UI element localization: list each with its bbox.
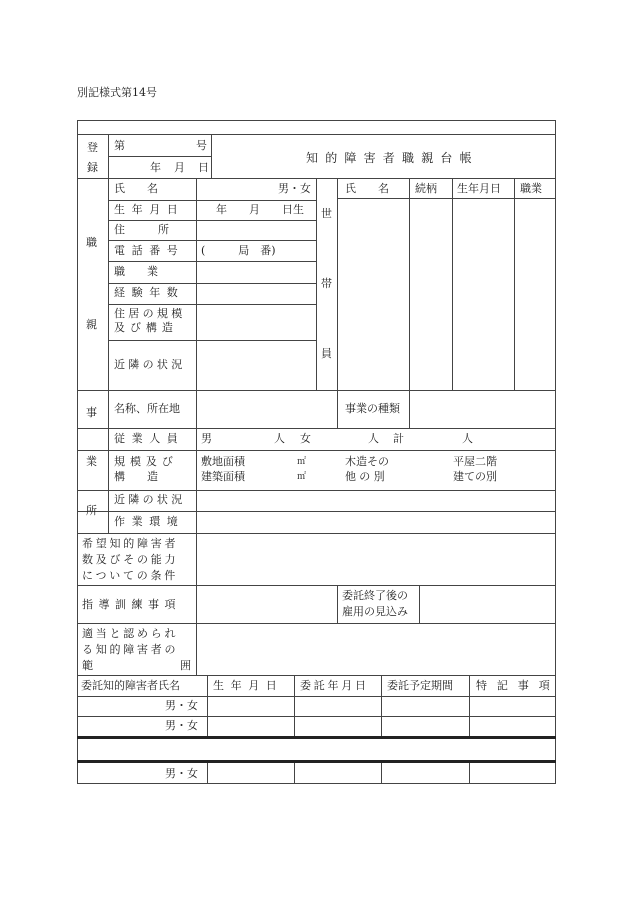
jigyosho-emp-unit: 人 — [462, 432, 473, 445]
col-line — [337, 585, 338, 623]
jigyosho-emp-unit: 人 — [368, 432, 379, 445]
col-line — [514, 178, 515, 390]
registration-label-top: 登 — [87, 141, 98, 154]
jigyosho-vertical-label: 所 — [86, 504, 97, 517]
break-line — [77, 736, 556, 739]
jigyosho-scale-label: 規模及び — [114, 455, 178, 468]
consignment-row-sex: 男・女 — [165, 699, 198, 712]
conditions-label: 希望知的障害者 — [82, 537, 179, 550]
form-number-label: 別記様式第14号 — [77, 86, 157, 99]
jigyosho-emp-male: 男 — [201, 432, 212, 445]
jigyosho-vertical-label: 事 — [86, 406, 97, 419]
shokuoya-vertical-label: 職 — [86, 236, 97, 249]
col-line — [419, 585, 420, 623]
suitable-range-label: る知的障害者の — [82, 643, 179, 656]
guidance-label: 指導訓練事項 — [82, 598, 181, 611]
household-vertical-label: 員 — [321, 347, 332, 360]
col-line — [452, 178, 453, 390]
row-line — [108, 340, 316, 341]
row-line — [77, 450, 556, 451]
col-line — [316, 178, 317, 390]
section-line — [77, 390, 556, 391]
registration-number-prefix: 第 — [114, 139, 125, 152]
consignment-row-sex: 男・女 — [165, 767, 198, 780]
section-line — [77, 675, 556, 676]
consignment-row-sex: 男・女 — [165, 719, 198, 732]
household-vertical-label: 帯 — [321, 277, 332, 290]
shokuoya-occupation-label: 職 業 — [114, 265, 158, 278]
suitable-range-label: 囲 — [180, 659, 191, 672]
break-line — [77, 760, 556, 763]
col-line — [207, 675, 208, 736]
section-line — [77, 533, 556, 534]
col-line — [196, 533, 197, 675]
col-line — [294, 763, 295, 784]
registration-year: 年 — [150, 161, 161, 174]
col-line — [469, 675, 470, 736]
jigyosho-wood-label: 木造その — [345, 455, 389, 468]
registration-label-bottom: 録 — [87, 161, 98, 174]
shokuoya-vertical-label: 親 — [86, 318, 97, 331]
col-line — [409, 178, 410, 390]
conditions-label: についての条件 — [82, 569, 179, 582]
row-line — [108, 200, 316, 201]
consignment-header-period: 委託予定期間 — [387, 679, 453, 692]
consignment-header-date: 委託年月日 — [300, 679, 369, 692]
jigyosho-site-area: 敷地面積 — [201, 455, 245, 468]
jigyosho-vertical-label: 業 — [86, 455, 97, 468]
suitable-range-label: 範 — [82, 659, 93, 672]
jigyosho-m2-unit: ㎡ — [297, 457, 307, 467]
shokuoya-experience-label: 経験年数 — [114, 286, 185, 299]
jigyosho-m2-unit: ㎡ — [297, 472, 307, 482]
consignment-header-name: 委託知的障害者氏名 — [81, 679, 180, 692]
jigyosho-environment-label: 作業環境 — [114, 515, 185, 528]
household-col-relation: 続柄 — [415, 182, 437, 195]
shokuoya-name-label: 氏 名 — [114, 182, 158, 195]
col-line — [211, 134, 212, 178]
jigyosho-emp-unit: 人 — [274, 432, 285, 445]
col-line — [108, 178, 109, 534]
row-line — [108, 261, 316, 262]
row-line — [77, 511, 556, 512]
registration-month: 月 — [174, 161, 185, 174]
row-line — [77, 490, 556, 491]
post-consignment-label: 委託終了後の — [342, 589, 408, 602]
row-line — [108, 283, 316, 284]
jigyosho-neighborhood-label: 近隣の状況 — [114, 493, 186, 506]
col-line — [337, 178, 338, 390]
shokuoya-sex-options: 男・女 — [278, 182, 311, 195]
jigyosho-emp-total: 計 — [393, 432, 404, 445]
registration-day: 日 — [198, 161, 209, 174]
shokuoya-neighborhood-label: 近隣の状況 — [114, 358, 186, 371]
jigyosho-name-address-label: 名称、所在地 — [114, 402, 180, 415]
row-line — [77, 428, 556, 429]
jigyosho-floors-label: 平屋二階 — [453, 455, 497, 468]
col-line — [381, 763, 382, 784]
section-line — [77, 585, 556, 586]
col-line — [196, 178, 197, 390]
row-line — [77, 696, 556, 697]
col-line — [207, 763, 208, 784]
shokuoya-phone-value: ( 局 番) — [201, 244, 276, 257]
consignment-header-notes: 特記事項 — [476, 679, 560, 692]
row-line — [77, 716, 556, 717]
suitable-range-label: 適当と認められ — [82, 627, 179, 640]
jigyosho-wood-label: 他の別 — [345, 470, 388, 483]
row-line — [108, 156, 211, 157]
household-col-job: 職業 — [520, 182, 542, 195]
consignment-header-birth: 生年月日 — [213, 679, 284, 692]
col-line — [409, 390, 410, 428]
shokuoya-address-label: 住 所 — [114, 223, 169, 236]
shokuoya-housing-label: 及び構造 — [114, 321, 178, 334]
jigyosho-business-type-label: 事業の種類 — [345, 402, 400, 415]
row-line — [108, 304, 316, 305]
jigyosho-building-area: 建築面積 — [201, 470, 245, 483]
col-line — [337, 390, 338, 428]
registration-number-suffix: 号 — [196, 139, 207, 152]
row-line — [108, 220, 316, 221]
shokuoya-birth-value: 年 月 日生 — [216, 203, 304, 216]
shokuoya-housing-label: 住居の規模 — [114, 307, 186, 320]
form-title: 知的障害者職親台帳 — [306, 151, 479, 165]
col-line — [196, 390, 197, 533]
jigyosho-employees-label: 従業人員 — [114, 432, 185, 445]
household-vertical-label: 世 — [321, 207, 332, 220]
col-line — [381, 675, 382, 736]
household-col-birth: 生年月日 — [457, 182, 501, 195]
shokuoya-birth-label: 生年月日 — [114, 203, 185, 216]
post-consignment-label: 雇用の見込み — [342, 605, 408, 618]
conditions-label: 数及びその能力 — [82, 553, 179, 566]
jigyosho-scale-label: 構 造 — [114, 470, 158, 483]
jigyosho-emp-female: 女 — [300, 432, 311, 445]
shokuoya-phone-label: 電話番号 — [114, 244, 185, 257]
col-line — [294, 675, 295, 736]
household-col-name: 氏 名 — [345, 182, 389, 195]
jigyosho-floors-label: 建ての別 — [453, 470, 497, 483]
row-line — [108, 240, 316, 241]
row-line — [337, 198, 556, 199]
header-top-line — [77, 134, 556, 135]
section-line — [77, 623, 556, 624]
col-line — [469, 763, 470, 784]
